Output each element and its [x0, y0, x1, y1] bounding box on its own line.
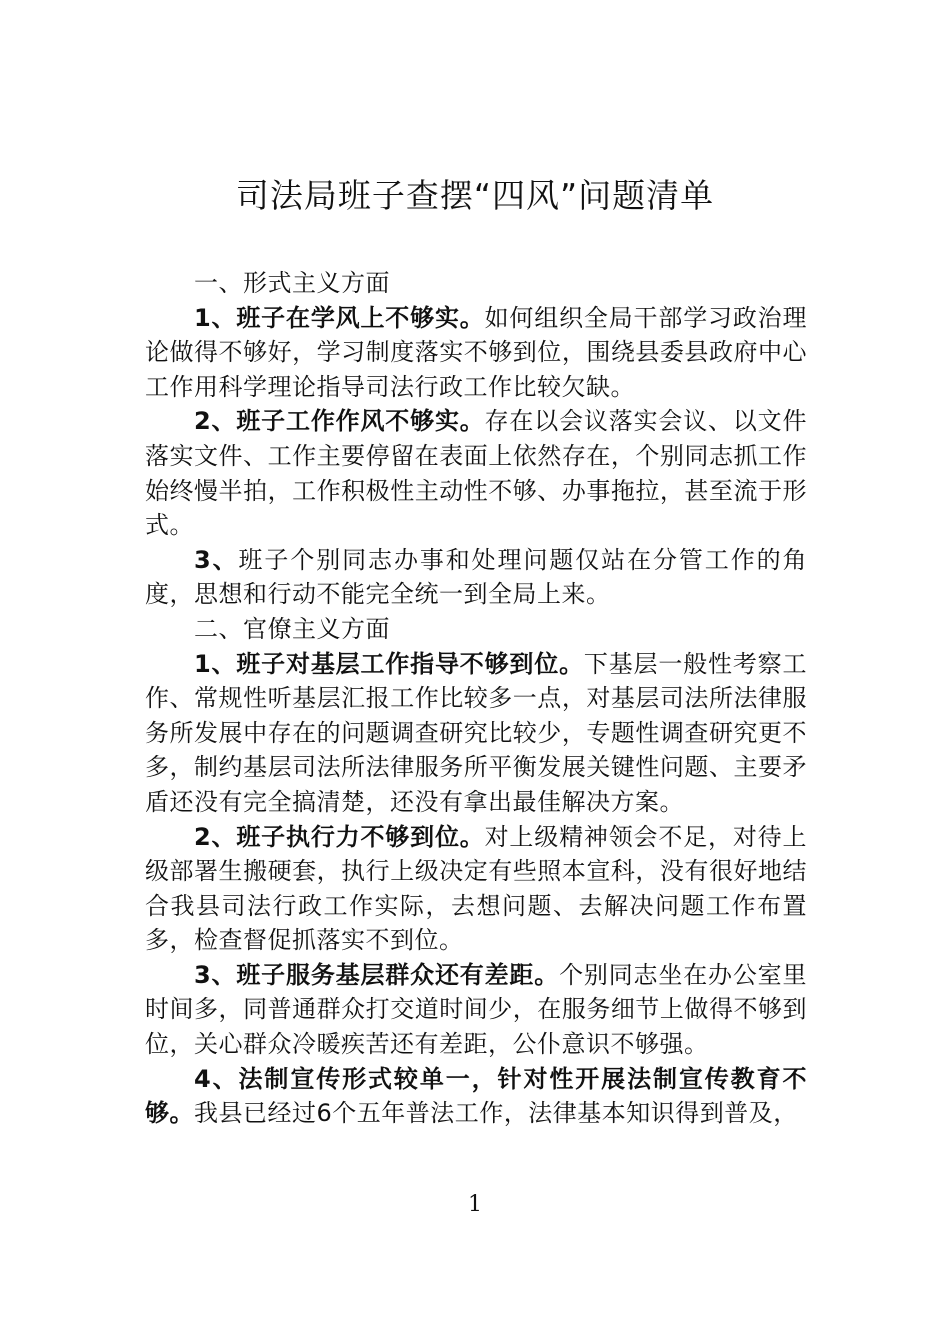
paragraph-heading: 1、班子在学风上不够实。	[194, 303, 485, 332]
paragraph-text: 个别同志坐在办公室里时间多，同普通群众打交道时间少，在服务细节上做得不够到位，关心群众冷暖疾苦还有差距，公仆意识不够强。	[145, 960, 808, 1059]
paragraph-text: 我县已经过6个五年普法工作，法律基本知识得到普及，	[194, 1099, 798, 1128]
document-body	[145, 266, 807, 1131]
paragraph	[145, 301, 807, 405]
paragraph	[145, 647, 807, 820]
paragraph-heading: 2、班子工作作风不够实。	[194, 407, 485, 436]
paragraph-text: 班子个别同志办事和处理问题仅站在分管工作的角度，思想和行动不能完全统一到全局上来。	[145, 545, 808, 609]
paragraph-text: 存在以会议落实会议、以文件落实文件、工作主要停留在表面上依然存在，个别同志抓工作始终慢半拍，工作积极性主动性不够、办事拖拉，甚至流于形式。	[145, 407, 808, 540]
paragraph-text: 下基层一般性考察工作、常规性听基层汇报工作比较多一点，对基层司法所法律服务所发展中存在的问题调查研究比较少，专题性调查研究更不多，制约基层司法所法律服务所平衡发展关键性问题、主要矛盾还没有完全搞清楚，还没有拿出最佳解决方案。	[145, 649, 808, 816]
paragraph-heading: 4、法制宣传形式较单一，针对性开展法制宣传教育不够。	[145, 1064, 807, 1128]
paragraph-text: 一、形式主义方面	[194, 269, 390, 297]
section-heading-formalism	[145, 266, 807, 301]
paragraph	[145, 1062, 807, 1131]
section-heading-bureaucratism	[145, 612, 807, 647]
paragraph-heading: 3、班子服务基层群众还有差距。	[194, 960, 560, 989]
paragraph-text: 二、官僚主义方面	[194, 614, 390, 643]
paragraph	[145, 404, 807, 542]
page-number: 1	[468, 1192, 482, 1217]
document-title: 司法局班子查摆“四风”问题清单	[235, 176, 715, 215]
paragraph-heading: 2、班子执行力不够到位。	[194, 822, 485, 851]
paragraph	[145, 958, 807, 1062]
paragraph	[145, 820, 807, 958]
paragraph-heading: 3、	[194, 545, 239, 574]
paragraph-text: 如何组织全局干部学习政治理论做得不够好，学习制度落实不够到位，围绕县委县政府中心工作用科学理论指导司法行政工作比较欠缺。	[145, 303, 808, 401]
paragraph-heading: 1、班子对基层工作指导不够到位。	[194, 649, 584, 678]
paragraph	[145, 543, 807, 612]
paragraph-text: 对上级精神领会不足，对待上级部署生搬硬套，执行上级决定有些照本宣科，没有很好地结合我县司法行政工作实际，去想问题、去解决问题工作布置多，检查督促抓落实不到位。	[145, 822, 808, 955]
